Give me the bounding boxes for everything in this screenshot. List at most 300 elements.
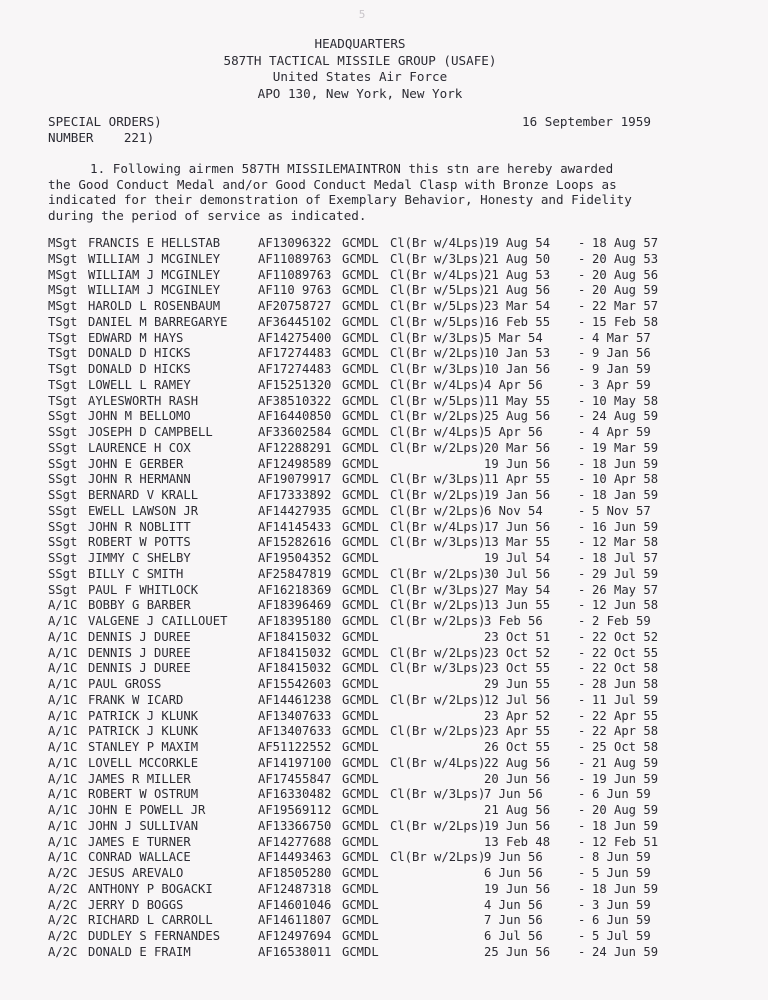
award-code: GCMDL [342,425,379,439]
roster-row [48,850,748,866]
rank: TSgt [48,377,78,392]
period-start: 3 Feb 56 [484,614,543,628]
period-separator: - [578,456,586,471]
period-separator: - [578,724,586,739]
rank: A/2C [48,866,78,880]
rank: A/1C [48,771,78,786]
rank: TSgt [48,393,78,408]
period-end: 22 Oct 52 [592,629,659,644]
service-number: AF17455847 [258,771,332,786]
special-orders-label [48,114,162,146]
airman-name: JOHN E POWELL JR [88,803,206,817]
award-code: GCMDL [342,330,379,345]
service-number: AF14197100 [258,755,332,770]
airman-name: ANTHONY P BOGACKI [88,881,213,896]
service-number: AF14493463 [258,850,332,865]
award-code: GCMDL [342,314,379,329]
rank: A/1C [48,724,78,739]
rank: SSgt [48,456,78,471]
clasp-type: Cl(Br w/5Lps) [390,314,486,329]
period-start: 7 Jun 56 [484,787,543,802]
period-end: 3 Apr 59 [592,377,651,392]
clasp-type: Cl(Br w/4Lps) [390,425,486,439]
period-separator: - [578,944,586,959]
period-start: 21 Aug 53 [484,267,551,282]
service-number: AF14611807 [258,913,332,928]
airman-name: DONALD E FRAIM [88,944,191,959]
rank: A/2C [48,897,78,912]
rank: TSgt [48,314,78,329]
award-code: GCMDL [342,283,379,298]
period-start: 6 Jul 56 [484,929,543,943]
period-end: 22 Oct 55 [592,645,659,660]
award-code: GCMDL [342,818,379,833]
airman-name: JOHN R HERMANN [88,472,191,487]
roster-row [48,535,748,551]
rank: MSgt [48,283,78,298]
period-end: 18 Jun 59 [592,818,659,833]
roster-row [48,898,748,914]
period-end: 20 Aug 56 [592,267,659,282]
period-start: 11 Apr 55 [484,472,551,487]
rank: SSgt [48,440,78,455]
service-number: AF13407633 [258,724,332,739]
clasp-type: Cl(Br w/2Lps) [390,692,486,707]
airman-name: WILLIAM J MCGINLEY [88,283,221,298]
header-line-2: 587TH TACTICAL MISSILE GROUP (USAFE) [223,52,497,68]
service-number: AF20758727 [258,299,332,313]
period-separator: - [578,283,586,298]
period-separator: - [578,850,586,865]
roster-row [48,409,748,425]
clasp-type: Cl(Br w/3Lps) [390,330,486,345]
clasp-type: Cl(Br w/2Lps) [390,645,486,660]
service-number: AF19504352 [258,551,332,565]
period-separator: - [578,440,586,455]
service-number: AF38510322 [258,393,332,408]
rank: A/1C [48,661,78,676]
orders-label-line-1: SPECIAL ORDERS) [48,114,162,129]
roster-row [48,740,748,756]
roster-row [48,504,748,520]
clasp-type: Cl(Br w/2Lps) [390,724,486,739]
award-code: GCMDL [342,645,379,660]
period-start: 7 Jun 56 [484,913,543,928]
rank: A/1C [48,755,78,770]
award-code: GCMDL [342,267,379,282]
period-start: 23 Oct 51 [484,629,551,644]
airmen-roster [48,236,748,961]
clasp-type: Cl(Br w/2Lps) [390,488,486,502]
period-separator: - [578,519,586,534]
rank: A/1C [48,803,78,817]
period-separator: - [578,551,586,565]
award-code: GCMDL [342,614,379,628]
award-code: GCMDL [342,692,379,707]
period-separator: - [578,834,586,849]
order-date: 16 September 1959 [522,114,651,129]
service-number: AF15542603 [258,677,332,691]
period-end: 20 Aug 53 [592,251,659,266]
award-code: GCMDL [342,362,379,376]
roster-row [48,551,748,567]
period-end: 19 Mar 59 [592,440,659,455]
clasp-type: Cl(Br w/4Lps) [390,236,486,250]
award-code: GCMDL [342,503,379,518]
airman-name: WILLIAM J MCGINLEY [88,267,221,282]
service-number: AF16218369 [258,582,332,597]
clasp-type: Cl(Br w/3Lps) [390,251,486,266]
rank: SSgt [48,582,78,597]
period-end: 12 Feb 51 [592,834,659,849]
roster-row [48,866,748,882]
clasp-type: Cl(Br w/2Lps) [390,566,486,581]
award-code: GCMDL [342,299,379,313]
clasp-type: Cl(Br w/2Lps) [390,850,486,865]
roster-row [48,772,748,788]
award-code: GCMDL [342,629,379,644]
clasp-type: Cl(Br w/4Lps) [390,267,486,282]
period-end: 22 Mar 57 [592,299,659,313]
period-start: 19 Aug 54 [484,236,551,250]
period-separator: - [578,488,586,502]
airman-name: PATRICK J KLUNK [88,708,199,723]
period-start: 16 Feb 55 [484,314,551,329]
period-separator: - [578,362,586,376]
service-number: AF14145433 [258,519,332,534]
service-number: AF14277688 [258,834,332,849]
airman-name: DUDLEY S FERNANDES [88,929,221,943]
period-end: 9 Jan 56 [592,346,651,361]
roster-row [48,378,748,394]
period-end: 2 Feb 59 [592,614,651,628]
award-code: GCMDL [342,409,379,424]
period-start: 25 Jun 56 [484,944,551,959]
roster-row [48,913,748,929]
period-end: 12 Jun 58 [592,598,659,613]
period-separator: - [578,677,586,691]
service-number: AF18395180 [258,614,332,628]
airman-name: LOVELL MCCORKLE [88,755,199,770]
rank: A/1C [48,740,78,754]
airman-name: PAUL F WHITLOCK [88,582,199,597]
award-code: GCMDL [342,708,379,723]
clasp-type: Cl(Br w/3Lps) [390,582,486,597]
period-end: 21 Aug 59 [592,755,659,770]
period-end: 18 Jan 59 [592,488,659,502]
airman-name: EDWARD M HAYS [88,330,184,345]
period-start: 6 Nov 54 [484,503,543,518]
clasp-type: Cl(Br w/3Lps) [390,362,486,376]
period-end: 18 Jul 57 [592,551,659,565]
period-separator: - [578,330,586,345]
roster-row [48,724,748,740]
period-start: 5 Apr 56 [484,425,543,439]
airman-name: VALGENE J CAILLOUET [88,614,228,628]
rank: A/2C [48,913,78,928]
rank: SSgt [48,566,78,581]
airman-name: RICHARD L CARROLL [88,913,213,928]
service-number: AF17274483 [258,346,332,361]
clasp-type: Cl(Br w/2Lps) [390,598,486,613]
roster-row [48,756,748,772]
period-end: 24 Jun 59 [592,944,659,959]
award-code: GCMDL [342,803,379,817]
clasp-type: Cl(Br w/4Lps) [390,755,486,770]
orders-label-line-2: NUMBER 221) [48,130,155,145]
service-number: AF13366750 [258,818,332,833]
award-code: GCMDL [342,866,379,880]
award-code: GCMDL [342,897,379,912]
period-end: 9 Jan 59 [592,362,651,376]
airman-name: EWELL LAWSON JR [88,503,199,518]
rank: MSgt [48,236,78,250]
service-number: AF12288291 [258,440,332,455]
service-number: AF15282616 [258,535,332,550]
period-end: 19 Jun 59 [592,771,659,786]
award-code: GCMDL [342,740,379,754]
period-start: 20 Mar 56 [484,440,551,455]
award-code: GCMDL [342,488,379,502]
award-code: GCMDL [342,551,379,565]
period-end: 15 Feb 58 [592,314,659,329]
roster-row [48,457,748,473]
roster-row [48,598,748,614]
award-code: GCMDL [342,598,379,613]
service-number: AF18505280 [258,866,332,880]
service-number: AF19569112 [258,803,332,817]
award-code: GCMDL [342,913,379,928]
airman-name: JOHN R NOBLITT [88,519,191,534]
award-code: GCMDL [342,251,379,266]
airman-name: FRANK W ICARD [88,692,184,707]
rank: A/1C [48,818,78,833]
award-code: GCMDL [342,771,379,786]
roster-row [48,693,748,709]
airman-name: BOBBY G BARBER [88,598,191,613]
clasp-type: Cl(Br w/2Lps) [390,818,486,833]
roster-row [48,661,748,677]
award-code: GCMDL [342,393,379,408]
service-number: AF13096322 [258,236,332,250]
period-start: 17 Jun 56 [484,519,551,534]
service-number: AF11089763 [258,251,332,266]
period-separator: - [578,740,586,754]
period-end: 22 Apr 55 [592,708,659,723]
airman-name: FRANCIS E HELLSTAB [88,236,221,250]
period-end: 3 Jun 59 [592,897,651,912]
rank: SSgt [48,488,78,502]
rank: SSgt [48,503,78,518]
clasp-type: Cl(Br w/3Lps) [390,787,486,802]
service-number: AF14275400 [258,330,332,345]
period-start: 4 Apr 56 [484,377,543,392]
period-start: 5 Mar 54 [484,330,543,345]
rank: A/1C [48,834,78,849]
rank: A/1C [48,645,78,660]
header-line-3: United States Air Force [272,69,448,84]
airman-name: JOSEPH D CAMPBELL [88,425,213,439]
period-separator: - [578,645,586,660]
period-end: 18 Jun 59 [592,456,659,471]
period-start: 23 Apr 55 [484,724,551,739]
airman-name: BERNARD V KRALL [88,488,199,502]
rank: TSgt [48,330,78,345]
period-start: 4 Jun 56 [484,897,543,912]
period-end: 4 Apr 59 [592,425,651,439]
period-start: 30 Jul 56 [484,566,551,581]
period-end: 6 Jun 59 [592,913,651,928]
period-start: 13 Mar 55 [484,535,551,550]
period-start: 23 Oct 52 [484,645,551,660]
clasp-type: Cl(Br w/2Lps) [390,614,486,628]
period-separator: - [578,251,586,266]
period-start: 22 Aug 56 [484,755,551,770]
award-code: GCMDL [342,881,379,896]
airman-name: JOHN M BELLOMO [88,409,191,424]
service-number: AF14461238 [258,692,332,707]
period-start: 23 Apr 52 [484,708,551,723]
clasp-type: Cl(Br w/2Lps) [390,409,486,424]
service-number: AF16538011 [258,944,332,959]
rank: A/1C [48,677,78,691]
rank: SSgt [48,551,78,565]
roster-row [48,236,748,252]
period-end: 29 Jul 59 [592,566,659,581]
period-separator: - [578,866,586,880]
period-end: 26 May 57 [592,582,659,597]
award-code: GCMDL [342,724,379,739]
roster-row [48,252,748,268]
roster-row [48,929,748,945]
period-separator: - [578,566,586,581]
period-separator: - [578,614,586,628]
service-number: AF17333892 [258,488,332,502]
clasp-type: Cl(Br w/3Lps) [390,535,486,550]
service-number: AF17274483 [258,362,332,376]
airman-name: DONALD D HICKS [88,362,191,376]
roster-row [48,472,748,488]
rank: SSgt [48,535,78,550]
award-code: GCMDL [342,519,379,534]
period-start: 13 Feb 48 [484,834,551,849]
roster-row [48,346,748,362]
period-end: 11 Jul 59 [592,692,659,707]
award-code: GCMDL [342,472,379,487]
period-separator: - [578,818,586,833]
airman-name: DONALD D HICKS [88,346,191,361]
clasp-type: Cl(Br w/5Lps) [390,299,486,313]
period-end: 28 Jun 58 [592,677,659,691]
award-code: GCMDL [342,677,379,691]
roster-row [48,425,748,441]
clasp-type: Cl(Br w/2Lps) [390,346,486,361]
service-number: AF16440850 [258,409,332,424]
award-code: GCMDL [342,456,379,471]
period-separator: - [578,787,586,802]
period-end: 6 Jun 59 [592,787,651,802]
roster-row [48,630,748,646]
clasp-type: Cl(Br w/5Lps) [390,393,486,408]
period-separator: - [578,267,586,282]
paragraph-line-1: 1. Following airmen 587TH MISSILEMAINTRON this stn are hereby awarded [90,161,614,176]
service-number: AF33602584 [258,425,332,439]
rank: A/1C [48,708,78,723]
clasp-type: Cl(Br w/5Lps) [390,283,486,298]
service-number: AF12498589 [258,456,332,471]
paragraph-line-4: during the period of service as indicated. [48,207,367,223]
award-code: GCMDL [342,661,379,676]
period-start: 10 Jan 56 [484,362,551,376]
service-number: AF110 9763 [258,283,332,298]
paragraph-line-2: the Good Conduct Medal and/or Good Conduct Medal Clasp with Bronze Loops as [48,176,617,192]
rank: A/1C [48,850,78,865]
roster-row [48,394,748,410]
period-end: 25 Oct 58 [592,740,659,754]
period-separator: - [578,236,586,250]
rank: A/1C [48,692,78,707]
period-end: 5 Nov 57 [592,503,651,518]
rank: A/1C [48,614,78,628]
roster-row [48,315,748,331]
award-code: GCMDL [342,834,379,849]
airman-name: ROBERT W OSTRUM [88,787,199,802]
period-start: 29 Jun 55 [484,677,551,691]
service-number: AF12487318 [258,881,332,896]
period-separator: - [578,503,586,518]
rank: SSgt [48,472,78,487]
clasp-type: Cl(Br w/2Lps) [390,503,486,518]
award-code: GCMDL [342,377,379,392]
rank: A/1C [48,629,78,644]
roster-row [48,803,748,819]
period-start: 21 Aug 50 [484,251,551,266]
roster-row [48,362,748,378]
period-separator: - [578,897,586,912]
roster-row [48,583,748,599]
period-start: 9 Jun 56 [484,850,543,865]
letterhead [150,36,570,102]
roster-row [48,882,748,898]
period-end: 4 Mar 57 [592,330,651,345]
roster-row [48,677,748,693]
period-start: 19 Jun 56 [484,818,551,833]
rank: A/2C [48,881,78,896]
award-code: GCMDL [342,566,379,581]
award-code: GCMDL [342,850,379,865]
airman-name: DENNIS J DUREE [88,645,191,660]
airman-name: DENNIS J DUREE [88,629,191,644]
airman-name: JIMMY C SHELBY [88,551,191,565]
period-separator: - [578,598,586,613]
rank: MSgt [48,251,78,266]
award-code: GCMDL [342,535,379,550]
service-number: AF15251320 [258,377,332,392]
clasp-type: Cl(Br w/3Lps) [390,472,486,487]
service-number: AF13407633 [258,708,332,723]
clasp-type: Cl(Br w/4Lps) [390,377,486,392]
period-start: 19 Jan 56 [484,488,551,502]
paragraph-line-3: indicated for their demonstration of Exemplary Behavior, Honesty and Fidelity [48,192,632,207]
period-start: 23 Mar 54 [484,299,551,313]
period-end: 18 Jun 59 [592,881,659,896]
rank: A/1C [48,787,78,802]
airman-name: DENNIS J DUREE [88,661,191,676]
rank: SSgt [48,425,78,439]
award-code: GCMDL [342,929,379,943]
period-start: 19 Jul 54 [484,551,551,565]
period-end: 5 Jul 59 [592,929,651,943]
